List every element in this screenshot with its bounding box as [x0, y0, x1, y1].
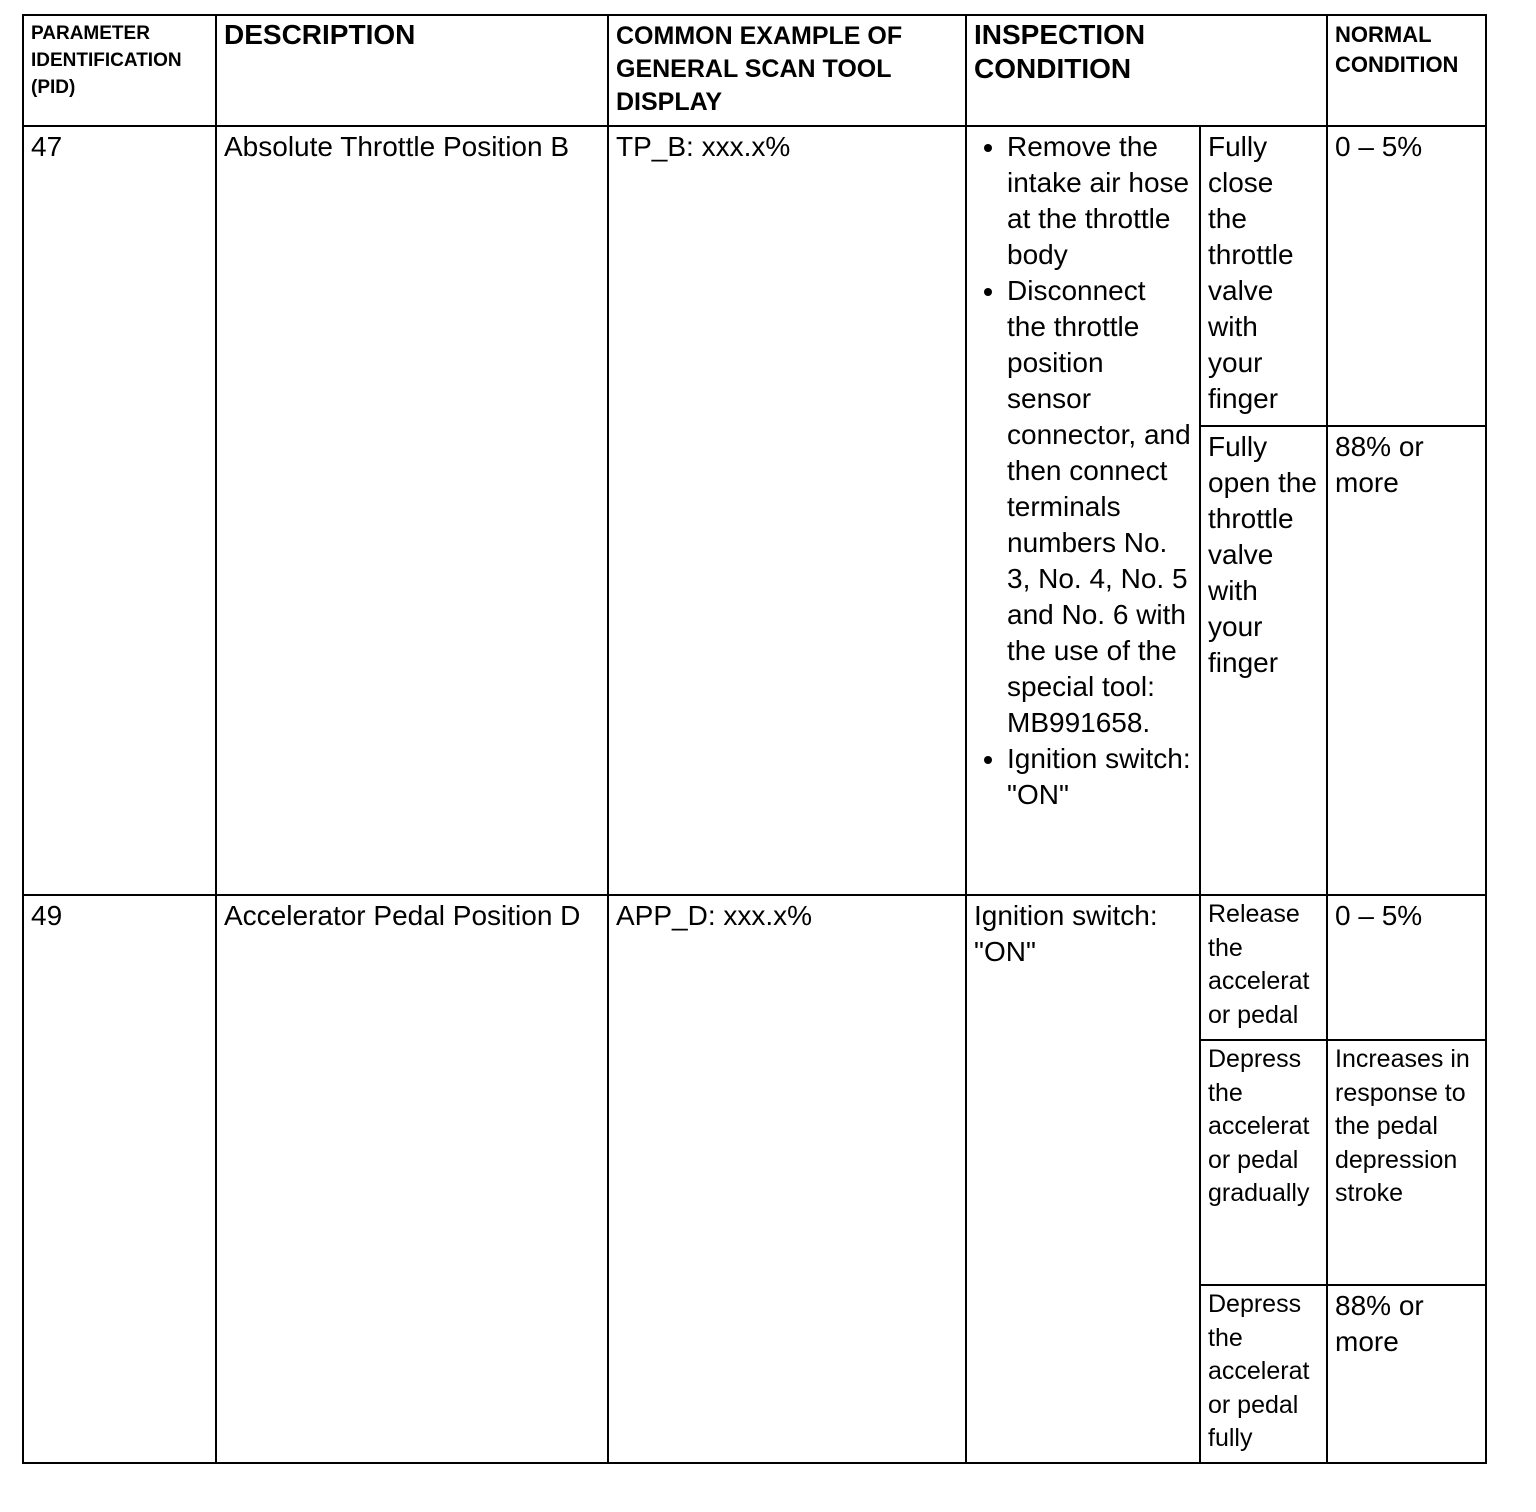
condition-action: Fully close the throttle valve with your finger [1200, 126, 1327, 426]
condition-normal: 88% or more [1327, 1285, 1486, 1463]
inspection-list [967, 129, 1192, 813]
condition-action: Release the accelerator pedal [1200, 895, 1327, 1040]
header-pid: PARAMETER IDENTIFICATION (PID) [23, 15, 216, 126]
inspection-bullet: • Remove the intake air hose at the throttle body [1007, 129, 1192, 273]
header-inspection [966, 15, 1327, 126]
header-row [23, 15, 1486, 126]
condition-normal: 0 – 5% [1327, 126, 1486, 426]
description-cell: Accelerator Pedal Position D [216, 895, 608, 1463]
header-inspection-text: INSPECTION CONDITION [974, 19, 1146, 84]
header-example: COMMON EXAMPLE OF GENERAL SCAN TOOL DISPLAY [608, 15, 966, 126]
header-normal: NORMAL CONDITION [1327, 15, 1486, 126]
condition-normal: 0 – 5% [1327, 895, 1486, 1040]
condition-normal: Increases in response to the pedal depression stroke [1327, 1040, 1486, 1285]
condition-normal: 88% or more [1327, 426, 1486, 895]
description-cell: Absolute Throttle Position B [216, 126, 608, 895]
example-cell: APP_D: xxx.x% [608, 895, 966, 1463]
table-row [23, 895, 1486, 1040]
inspection-cell [966, 126, 1200, 895]
inspection-bullet: • Ignition switch: "ON" [1007, 741, 1192, 813]
condition-action: Depress the accelerator pedal gradually [1200, 1040, 1327, 1285]
header-description: DESCRIPTION [216, 15, 608, 126]
pid-cell: 47 [23, 126, 216, 895]
inspection-cell: Ignition switch: "ON" [966, 895, 1200, 1463]
table-row [23, 126, 1486, 426]
example-cell: TP_B: xxx.x% [608, 126, 966, 895]
inspection-bullet: • Disconnect the throttle position sensor connector, and then connect terminals numbers No. 3, No. 4, No. 5 and No. 6 with the use of the special tool: MB991658. [1007, 273, 1192, 741]
pid-cell: 49 [23, 895, 216, 1463]
condition-action: Fully open the throttle valve with your finger [1200, 426, 1327, 895]
condition-action: Depress the accelerator pedal fully [1200, 1285, 1327, 1463]
pid-table [22, 14, 1487, 1464]
